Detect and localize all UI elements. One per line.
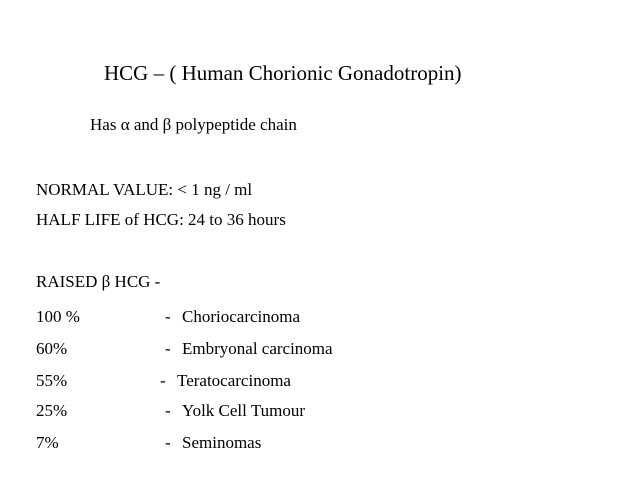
slide-title: HCG – ( Human Chorionic Gonadotropin) <box>104 61 462 85</box>
dash-separator: - <box>165 307 171 326</box>
dash-separator: - <box>165 433 171 452</box>
percent-value: 60% <box>36 339 68 358</box>
percent-value: 55% <box>36 371 68 390</box>
condition-name: Embryonal carcinoma <box>182 339 333 358</box>
condition-name: Yolk Cell Tumour <box>182 401 305 420</box>
condition-name: Choriocarcinoma <box>182 307 301 326</box>
normal-value-text: NORMAL VALUE: < 1 ng / ml <box>36 180 253 199</box>
condition-name: Seminomas <box>182 433 262 452</box>
percent-value: 7% <box>36 433 59 452</box>
half-life-text: HALF LIFE of HCG: 24 to 36 hours <box>36 210 286 229</box>
raised-heading: RAISED β HCG - <box>36 272 161 291</box>
dash-separator: - <box>160 371 166 390</box>
percent-value: 100 % <box>36 307 80 326</box>
dash-separator: - <box>165 401 171 420</box>
slide-subtitle: Has α and β polypeptide chain <box>90 115 297 134</box>
condition-name: Teratocarcinoma <box>177 371 291 390</box>
dash-separator: - <box>165 339 171 358</box>
percent-value: 25% <box>36 401 68 420</box>
